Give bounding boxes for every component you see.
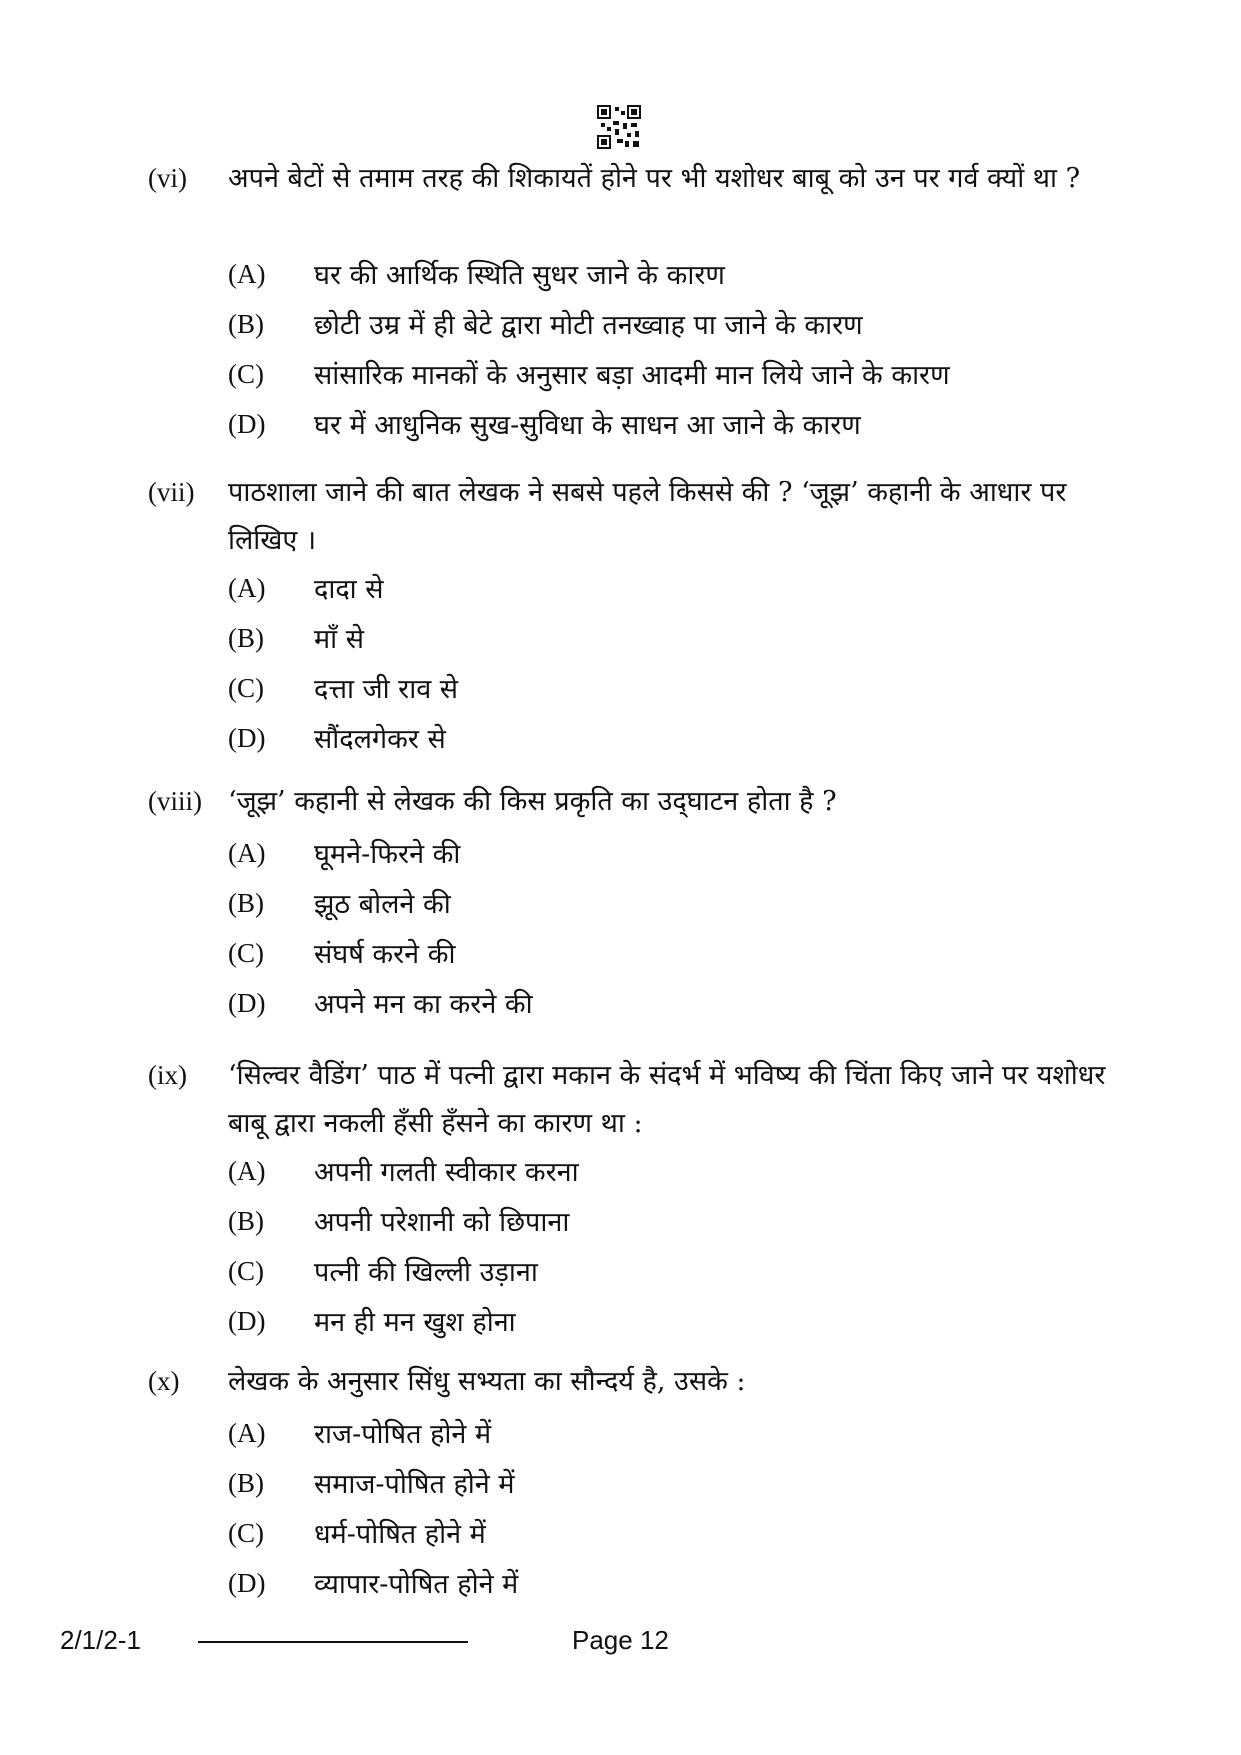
option-item	[0, 359, 1241, 407]
option-item	[0, 309, 1241, 357]
option-label: (D)	[228, 1568, 266, 1598]
option-label: (C)	[228, 673, 264, 703]
option-label: (A)	[228, 1156, 266, 1186]
option-item	[0, 259, 1241, 307]
option-item	[0, 1518, 1241, 1566]
option-item	[0, 838, 1241, 886]
option-label: (B)	[228, 1206, 264, 1236]
option-label: (A)	[228, 838, 266, 868]
option-label: (C)	[228, 1518, 264, 1548]
option-label: (A)	[228, 1418, 266, 1448]
question-text: ‘सिल्वर वैडिंग’ पाठ में पत्नी द्वारा मकान के संदर्भ में भविष्य की चिंता किए जाने पर यशोधर बाबू द्वारा नकली हँसी हँसने का कारण था :	[228, 1060, 1106, 1139]
option-label: (B)	[228, 888, 264, 918]
question-text: अपने बेटों से तमाम तरह की शिकायतें होने पर भी यशोधर बाबू को उन पर गर्व क्यों था ?	[228, 163, 1081, 194]
option-text: पत्नी की खिल्ली उड़ाना	[314, 1257, 538, 1288]
option-label: (C)	[228, 359, 264, 389]
option-label: (D)	[228, 723, 266, 753]
option-item	[0, 723, 1241, 771]
option-label: (B)	[228, 309, 264, 339]
option-item	[0, 1568, 1241, 1616]
option-text: घर की आर्थिक स्थिति सुधर जाने के कारण	[314, 260, 725, 291]
option-item	[0, 1306, 1241, 1354]
question-number: (x)	[148, 1366, 180, 1396]
question-text: लेखक के अनुसार सिंधु सभ्यता का सौन्दर्य है, उसके :	[228, 1366, 746, 1397]
paper-code: 2/1/2-1	[60, 1625, 141, 1655]
option-label: (D)	[228, 988, 266, 1018]
option-label: (D)	[228, 1306, 266, 1336]
option-text: व्यापार-पोषित होने में	[314, 1569, 519, 1600]
option-text: अपनी गलती स्वीकार करना	[314, 1157, 579, 1188]
option-label: (D)	[228, 409, 266, 439]
question-text: ‘जूझ’ कहानी से लेखक की किस प्रकृति का उद्‌घाटन होता है ?	[228, 786, 837, 817]
option-item	[0, 1418, 1241, 1466]
option-text: दादा से	[314, 574, 384, 605]
option-text: संघर्ष करने की	[314, 939, 456, 970]
option-item	[0, 988, 1241, 1036]
option-item	[0, 1156, 1241, 1204]
option-text: माँ से	[314, 624, 364, 655]
option-item	[0, 673, 1241, 721]
question-number: (vi)	[148, 163, 187, 193]
option-text: सांसारिक मानकों के अनुसार बड़ा आदमी मान लिये जाने के कारण	[314, 360, 950, 391]
option-item	[0, 1206, 1241, 1254]
footer-divider	[198, 1641, 468, 1643]
option-label: (B)	[228, 623, 264, 653]
option-text: सौंदलगेकर से	[314, 724, 446, 755]
option-label: (C)	[228, 938, 264, 968]
option-label: (B)	[228, 1468, 264, 1498]
option-item	[0, 1256, 1241, 1304]
option-item	[0, 938, 1241, 986]
option-text: दत्ता जी राव से	[314, 674, 459, 705]
option-item	[0, 409, 1241, 457]
option-text: मन ही मन खुश होना	[314, 1307, 516, 1338]
option-text: अपनी परेशानी को छिपाना	[314, 1207, 570, 1238]
option-label: (A)	[228, 573, 266, 603]
option-label: (C)	[228, 1256, 264, 1286]
option-item	[0, 573, 1241, 621]
option-item	[0, 1468, 1241, 1516]
question-text: पाठशाला जाने की बात लेखक ने सबसे पहले किससे की ? ‘जूझ’ कहानी के आधार पर लिखिए ।	[228, 477, 1067, 556]
option-text: झूठ बोलने की	[314, 889, 451, 920]
option-text: समाज-पोषित होने में	[314, 1469, 515, 1500]
option-label: (A)	[228, 259, 266, 289]
question-number: (vii)	[148, 477, 195, 507]
question-number: (ix)	[148, 1060, 187, 1090]
page-number: Page 12	[572, 1625, 669, 1655]
option-text: घर में आधुनिक सुख-सुविधा के साधन आ जाने के कारण	[314, 410, 861, 441]
option-item	[0, 623, 1241, 671]
option-text: राज-पोषित होने में	[314, 1419, 492, 1450]
option-item	[0, 888, 1241, 936]
qr-code-icon	[597, 105, 641, 149]
option-text: धर्म-पोषित होने में	[314, 1519, 486, 1550]
option-text: घूमने-फिरने की	[314, 839, 461, 870]
option-text: छोटी उम्र में ही बेटे द्वारा मोटी तनख्वाह पा जाने के कारण	[314, 310, 863, 341]
question-number: (viii)	[148, 786, 202, 816]
option-text: अपने मन का करने की	[314, 989, 533, 1020]
